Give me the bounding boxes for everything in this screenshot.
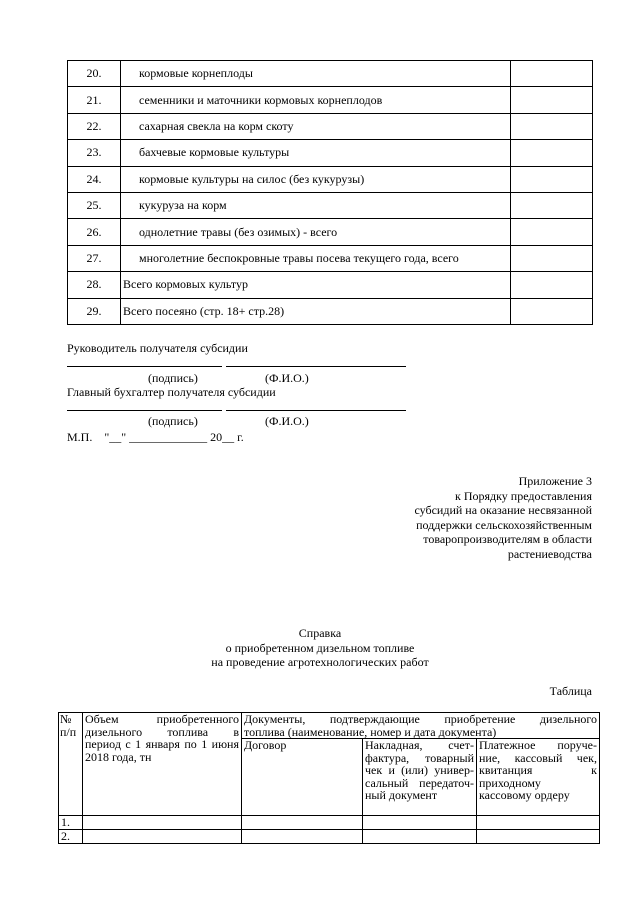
row-label-cell	[121, 166, 511, 192]
row-value-cell	[511, 219, 593, 245]
row-label: Всего посеяно (стр. 18+ стр.28)	[123, 303, 285, 318]
table-row	[68, 140, 593, 166]
header-invoice-l4: сальный передаточ-	[365, 775, 474, 790]
row-number: 29.	[68, 298, 121, 324]
row-number: 20.	[68, 61, 121, 87]
row-label: Всего кормовых культур	[123, 277, 249, 292]
row-value-cell	[511, 192, 593, 218]
row-number: 21.	[68, 87, 121, 113]
header-invoice	[363, 739, 477, 816]
row-value-cell	[511, 140, 593, 166]
crop-table-body	[68, 61, 593, 325]
accountant-name-line	[226, 410, 406, 411]
appendix-line-4: поддержки сельскохозяйственным	[416, 517, 592, 532]
certificate-title: Справка	[298, 626, 342, 640]
head-signature-line	[67, 366, 222, 367]
row-cell	[83, 816, 242, 830]
head-fio-caption: (Ф.И.О.)	[265, 371, 309, 385]
header-contract-text: Договор	[244, 738, 287, 752]
header-invoice-l1: Накладная, счет-	[365, 738, 474, 752]
row-label-cell	[121, 140, 511, 166]
appendix-line-6: растениеводства	[507, 546, 592, 561]
head-name-line	[226, 366, 406, 367]
appendix-line-1: Приложение 3	[518, 474, 592, 488]
header-volume-l1: Объем приобретенного	[85, 712, 239, 726]
row-label: кормовые корнеплоды	[139, 66, 253, 81]
certificate-subtitle-2: на проведение агротехнологических работ	[211, 655, 429, 669]
table-row	[59, 816, 600, 830]
table-row	[68, 166, 593, 192]
header-contract	[242, 739, 363, 816]
row-cell	[83, 830, 242, 844]
fuel-table	[58, 712, 600, 844]
table-row	[68, 87, 593, 113]
row-label-cell	[121, 87, 511, 113]
table-row	[59, 830, 600, 844]
header-num	[59, 713, 83, 816]
row-cell	[363, 816, 477, 830]
row-value-cell	[511, 272, 593, 298]
accountant-podpis-caption: (подпись)	[148, 414, 198, 428]
row-label: однолетние травы (без озимых) - всего	[139, 224, 338, 239]
row-value-cell	[511, 298, 593, 324]
header-docs-l1: Документы, подтверждающие приобретение дизельного	[244, 712, 597, 726]
row-label-cell	[121, 192, 511, 218]
row-label-cell	[121, 219, 511, 245]
row-value-cell	[511, 113, 593, 139]
row-number: 28.	[68, 272, 121, 298]
row-number: 26.	[68, 219, 121, 245]
header-payment-l1: Платежное поруче-	[479, 738, 597, 752]
row-label: кукуруза на корм	[139, 198, 227, 213]
row-cell	[477, 830, 600, 844]
row-label-cell	[121, 298, 511, 324]
table-row	[68, 272, 593, 298]
header-invoice-l5: ный документ	[365, 788, 438, 802]
row-label-cell	[121, 61, 511, 87]
row-value-cell	[511, 166, 593, 192]
table-row	[68, 113, 593, 139]
header-volume	[83, 713, 242, 816]
row-label: кормовые культуры на силос (без кукурузы)	[139, 171, 365, 186]
header-payment-l4: приходному	[479, 775, 541, 790]
header-docs	[242, 713, 600, 739]
header-volume-l2: дизельного топлива в	[85, 724, 239, 739]
row-number: 22.	[68, 113, 121, 139]
appendix-line-3: субсидий на оказание несвязанной	[414, 503, 592, 518]
header-payment	[477, 739, 600, 816]
row-cell	[363, 830, 477, 844]
header-docs-l2: топлива (наименование, номер и дата документа)	[244, 724, 497, 739]
header-num-text: № п/п	[60, 712, 77, 739]
row-num: 1.	[59, 816, 83, 830]
accountant-fio-caption: (Ф.И.О.)	[265, 414, 309, 428]
row-value-cell	[511, 87, 593, 113]
head-podpis-caption: (подпись)	[148, 371, 198, 385]
row-number: 25.	[68, 192, 121, 218]
row-label: сахарная свекла на корм скоту	[139, 118, 294, 133]
header-payment-l5: кассовому ордеру	[479, 788, 570, 802]
row-label-cell	[121, 113, 511, 139]
row-label: семенники и маточники кормовых корнеплодов	[139, 92, 383, 107]
header-payment-l2: ние, кассовый чек,	[479, 750, 597, 765]
header-volume-l4: 2018 года, тн	[85, 749, 152, 764]
row-label-cell	[121, 272, 511, 298]
row-value-cell	[511, 245, 593, 271]
row-cell	[242, 816, 363, 830]
appendix-line-2: к Порядку предоставления	[454, 488, 592, 503]
header-invoice-l3: чек и (или) универ-	[365, 763, 474, 777]
table-row	[68, 192, 593, 218]
row-number: 27.	[68, 245, 121, 271]
appendix-line-5: товаропроизводителям в области	[423, 532, 592, 547]
accountant-signature-line	[67, 410, 222, 411]
header-payment-l3: квитанция к	[479, 763, 597, 777]
row-label: многолетние беспокровные травы посева текущего года, всего	[139, 250, 459, 265]
row-number: 24.	[68, 166, 121, 192]
table-row	[68, 245, 593, 271]
table-row	[68, 219, 593, 245]
row-cell	[477, 816, 600, 830]
row-label-cell	[121, 245, 511, 271]
head-label: Руководитель получателя субсидии	[67, 341, 248, 355]
appendix-block	[414, 474, 592, 562]
table-row	[68, 298, 593, 324]
header-invoice-l2: фактура, товарный	[365, 750, 474, 765]
mp-date-line: М.П. "__" _____________ 20__ г.	[67, 430, 244, 444]
table-label: Таблица	[549, 684, 592, 698]
table-row	[68, 61, 593, 87]
accountant-label: Главный бухгалтер получателя субсидии	[67, 385, 276, 399]
certificate-subtitle-1: о приобретенном дизельном топливе	[225, 641, 415, 655]
crop-table	[67, 60, 593, 325]
row-cell	[242, 830, 363, 844]
row-label: бахчевые кормовые культуры	[139, 145, 290, 160]
row-num: 2.	[59, 830, 83, 844]
header-volume-l3: период с 1 января по 1 июня	[85, 737, 239, 751]
row-number: 23.	[68, 140, 121, 166]
row-value-cell	[511, 61, 593, 87]
